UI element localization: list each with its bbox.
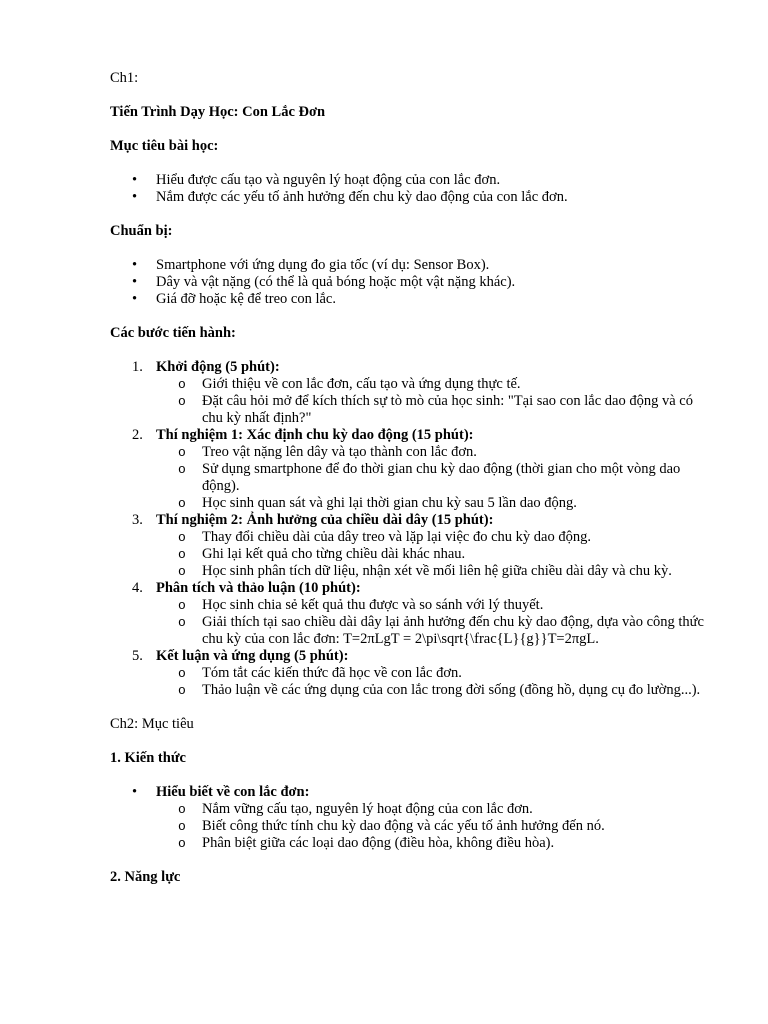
- knowledge-substeps: [156, 801, 710, 852]
- step-title: Thí nghiệm 2: Ảnh hưởng của chiều dài dây (15 phút):: [156, 512, 494, 528]
- substep-item: o Đặt câu hỏi mở để kích thích sự tò mò của học sinh: "Tại sao con lắc dao động và có chu kỳ nhất định?": [156, 393, 710, 427]
- step-number: 5.: [132, 648, 143, 664]
- substep-item: o Biết công thức tính chu kỳ dao động và các yếu tố ảnh hưởng đến nó.: [156, 818, 710, 835]
- substep-item: o Sử dụng smartphone để đo thời gian chu kỳ dao động (thời gian cho một vòng dao động).: [156, 461, 710, 495]
- substep-item: o Thảo luận về các ứng dụng của con lắc trong đời sống (đồng hồ, dụng cụ đo lường...).: [156, 682, 710, 699]
- step-substeps: [156, 529, 710, 580]
- knowledge-list: [110, 784, 710, 852]
- step-number: 2.: [132, 427, 143, 443]
- knowledge-item: [110, 784, 710, 852]
- knowledge-heading: 1. Kiến thức: [110, 750, 186, 766]
- step-item: [110, 427, 710, 512]
- objectives-list: [110, 172, 710, 206]
- step-item: [110, 359, 710, 427]
- substep-item: o Học sinh phân tích dữ liệu, nhận xét về mối liên hệ giữa chiều dài dây và chu kỳ.: [156, 563, 710, 580]
- substep-item: o Tóm tắt các kiến thức đã học về con lắc đơn.: [156, 665, 710, 682]
- steps-list: [110, 359, 710, 699]
- step-substeps: [156, 376, 710, 427]
- preparation-item: • Giá đỡ hoặc kệ để treo con lắc.: [110, 291, 710, 308]
- preparation-list: [110, 257, 710, 308]
- preparation-heading: Chuẩn bị:: [110, 223, 173, 239]
- substep-item: o Nắm vững cấu tạo, nguyên lý hoạt động của con lắc đơn.: [156, 801, 710, 818]
- objective-item: • Hiểu được cấu tạo và nguyên lý hoạt động của con lắc đơn.: [110, 172, 710, 189]
- step-substeps: [156, 597, 710, 648]
- substep-item: o Treo vật nặng lên dây và tạo thành con lắc đơn.: [156, 444, 710, 461]
- step-title: Thí nghiệm 1: Xác định chu kỳ dao động (15 phút):: [156, 427, 474, 443]
- step-title: Phân tích và thảo luận (10 phút):: [156, 580, 361, 596]
- document-body: [110, 70, 710, 886]
- chapter-1-label: Ch1:: [110, 70, 139, 86]
- substep-item: o Thay đổi chiều dài của dây treo và lặp lại việc đo chu kỳ dao động.: [156, 529, 710, 546]
- substep-item: o Ghi lại kết quả cho từng chiều dài khác nhau.: [156, 546, 710, 563]
- substep-item: o Học sinh chia sẻ kết quả thu được và so sánh với lý thuyết.: [156, 597, 710, 614]
- step-item: [110, 512, 710, 580]
- lesson-title: Tiến Trình Dạy Học: Con Lắc Đơn: [110, 104, 326, 120]
- objectives-heading: Mục tiêu bài học:: [110, 138, 219, 154]
- step-item: [110, 580, 710, 648]
- step-title: Kết luận và ứng dụng (5 phút):: [156, 648, 349, 664]
- preparation-item: • Smartphone với ứng dụng đo gia tốc (ví dụ: Sensor Box).: [110, 257, 710, 274]
- objective-item: • Nắm được các yếu tố ảnh hưởng đến chu kỳ dao động của con lắc đơn.: [110, 189, 710, 206]
- preparation-item: • Dây và vật nặng (có thể là quả bóng hoặc một vật nặng khác).: [110, 274, 710, 291]
- substep-item: o Giới thiệu về con lắc đơn, cấu tạo và ứng dụng thực tế.: [156, 376, 710, 393]
- substep-item: o Học sinh quan sát và ghi lại thời gian chu kỳ sau 5 lần dao động.: [156, 495, 710, 512]
- step-number: 3.: [132, 512, 143, 528]
- step-item: [110, 648, 710, 699]
- chapter-2-label: Ch2: Mục tiêu: [110, 716, 194, 732]
- step-number: 4.: [132, 580, 143, 596]
- substep-item: o Phân biệt giữa các loại dao động (điều hòa, không điều hòa).: [156, 835, 710, 852]
- substep-item: o Giải thích tại sao chiều dài dây lại ảnh hưởng đến chu kỳ dao động, dựa vào công thức chu kỳ của con lắc đơn: T=2πLgT = 2\pi\sqrt{\frac{L}{g}}T=2πgL.: [156, 614, 710, 648]
- step-substeps: [156, 444, 710, 512]
- step-number: 1.: [132, 359, 143, 375]
- competency-heading: 2. Năng lực: [110, 869, 181, 885]
- step-substeps: [156, 665, 710, 699]
- knowledge-item-title: Hiểu biết về con lắc đơn:: [156, 784, 310, 800]
- step-title: Khởi động (5 phút):: [156, 359, 280, 375]
- steps-heading: Các bước tiến hành:: [110, 325, 236, 341]
